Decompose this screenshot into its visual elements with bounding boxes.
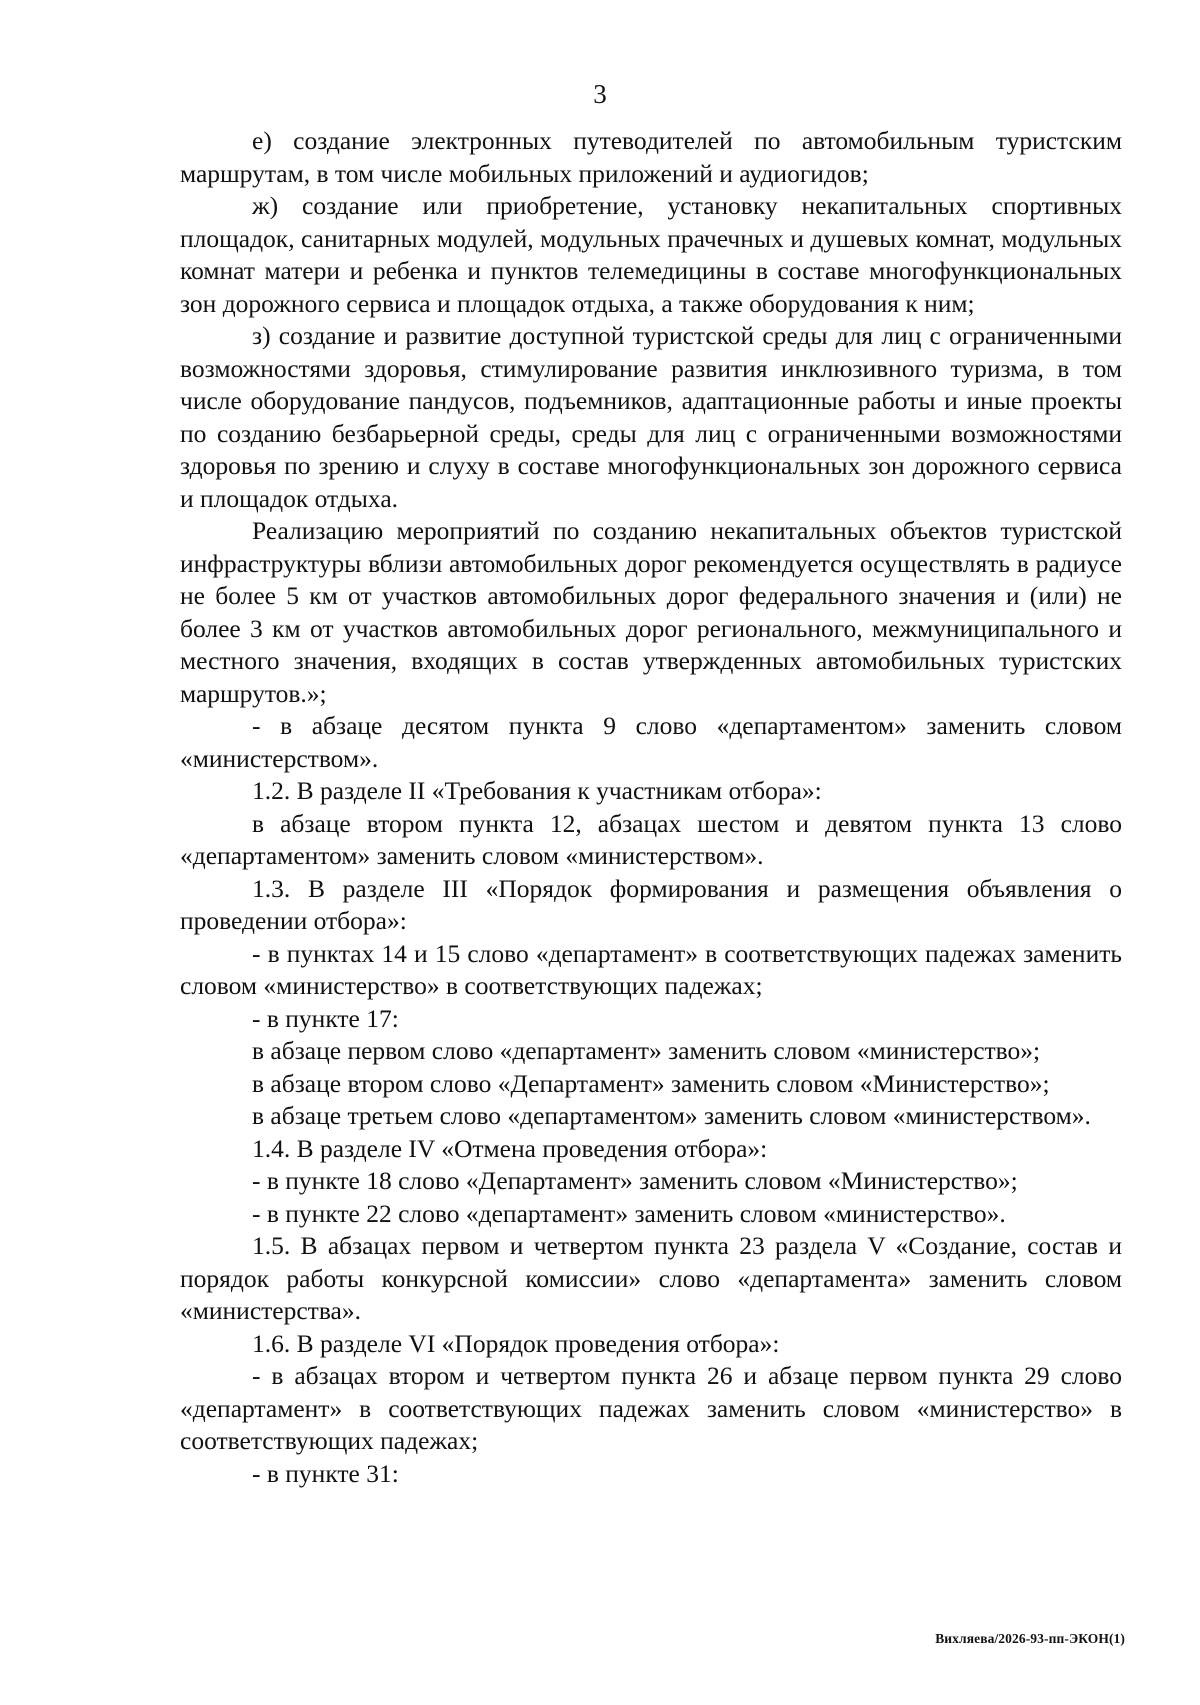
paragraph-item-z: з) создание и развитие доступной туристской среды для лиц с ограниченными возможностями здоровья, стимулирование развития инклюзивного туризма, в том числе оборудование пандусов, подъемников, адаптационные работы и иные проекты по созданию безбарьерной среды, среды для лиц с ограниченными возможностями здоровья по зрению и слуху в составе многофункциональных зон дорожного сервиса и площадок отдыха. [180,321,1122,513]
paragraph-implementation: Реализацию мероприятий по созданию некапитальных объектов туристской инфраструктуры вблизи автомобильных дорог рекомендуется осуществлять в радиусе не более 5 км от участков автомобильных дорог федерального значения и (или) не более 3 км от участков автомобильных дорог регионального, межмуниципального и местного значения, входящих в состав утвержденных автомобильных туристских маршрутов.»; [180,516,1122,708]
paragraph-section-1-5: 1.5. В абзацах первом и четвертом пункта 23 раздела V «Создание, состав и порядок работы конкурсной комиссии» слово «департамента» заменить словом «министерства». [180,1231,1122,1325]
paragraph-point-17-second: в абзаце втором слово «Департамент» заменить словом «Министерство»; [252,1068,1050,1098]
page-number: 3 [593,79,607,109]
paragraph-section-1-2: 1.2. В разделе II «Требования к участникам отбора»: [252,776,822,805]
paragraph-points-12-13: в абзаце втором пункта 12, абзацах шестом и девятом пункта 13 слово «департаментом» заменить словом «министерством». [180,808,1122,870]
paragraph-item-zh: ж) создание или приобретение, установку некапитальных спортивных площадок, санитарных модулей, модульных прачечных и душевых комнат, модульных комнат матери и ребенка и пунктов телемедицины в составе многофункциональных зон дорожного сервиса и площадок отдыха, а также оборудования к ним; [180,191,1122,318]
paragraph-section-1-6: 1.6. В разделе VI «Порядок проведения отбора»: [252,1328,780,1358]
paragraph-section-1-3: 1.3. В разделе III «Порядок формирования и размещения объявления о проведении отбора»: [180,873,1122,935]
paragraph-point-17: - в пункте 17: [252,1003,399,1033]
document-reference-footer: Вихляева/2026-93-пп-ЭКОН(1) [935,1631,1125,1646]
paragraph-point-17-third: в абзаце третьем слово «департаментом» заменить словом «министерством». [252,1101,1091,1130]
paragraph-point-31: - в пункте 31: [252,1458,399,1488]
paragraph-points-14-15: - в пунктах 14 и 15 слово «департамент» в соответствующих падежах заменить словом «министерство» в соответствующих падежах; [180,938,1122,1000]
paragraph-item-e: е) создание электронных путеводителей по автомобильным туристским маршрутам, в том числе мобильных приложений и аудиогидов; [180,126,1122,188]
document-body [180,125,1122,1490]
paragraph-point-9: - в абзаце десятом пункта 9 слово «департаментом» заменить словом «министерством». [180,711,1122,773]
paragraph-point-22: - в пункте 22 слово «департамент» заменить словом «министерство». [252,1198,1006,1228]
paragraph-points-26-29: - в абзацах втором и четвертом пункта 26 и абзаце первом пункта 29 слово «департамент» в соответствующих падежах заменить словом «министерство» в соответствующих падежах; [180,1361,1122,1455]
paragraph-section-1-4: 1.4. В разделе IV «Отмена проведения отбора»: [252,1133,768,1163]
paragraph-point-17-first: в абзаце первом слово «департамент» заменить словом «министерство»; [252,1036,1041,1065]
paragraph-point-18: - в пункте 18 слово «Департамент» заменить словом «Министерство»; [252,1166,1018,1195]
